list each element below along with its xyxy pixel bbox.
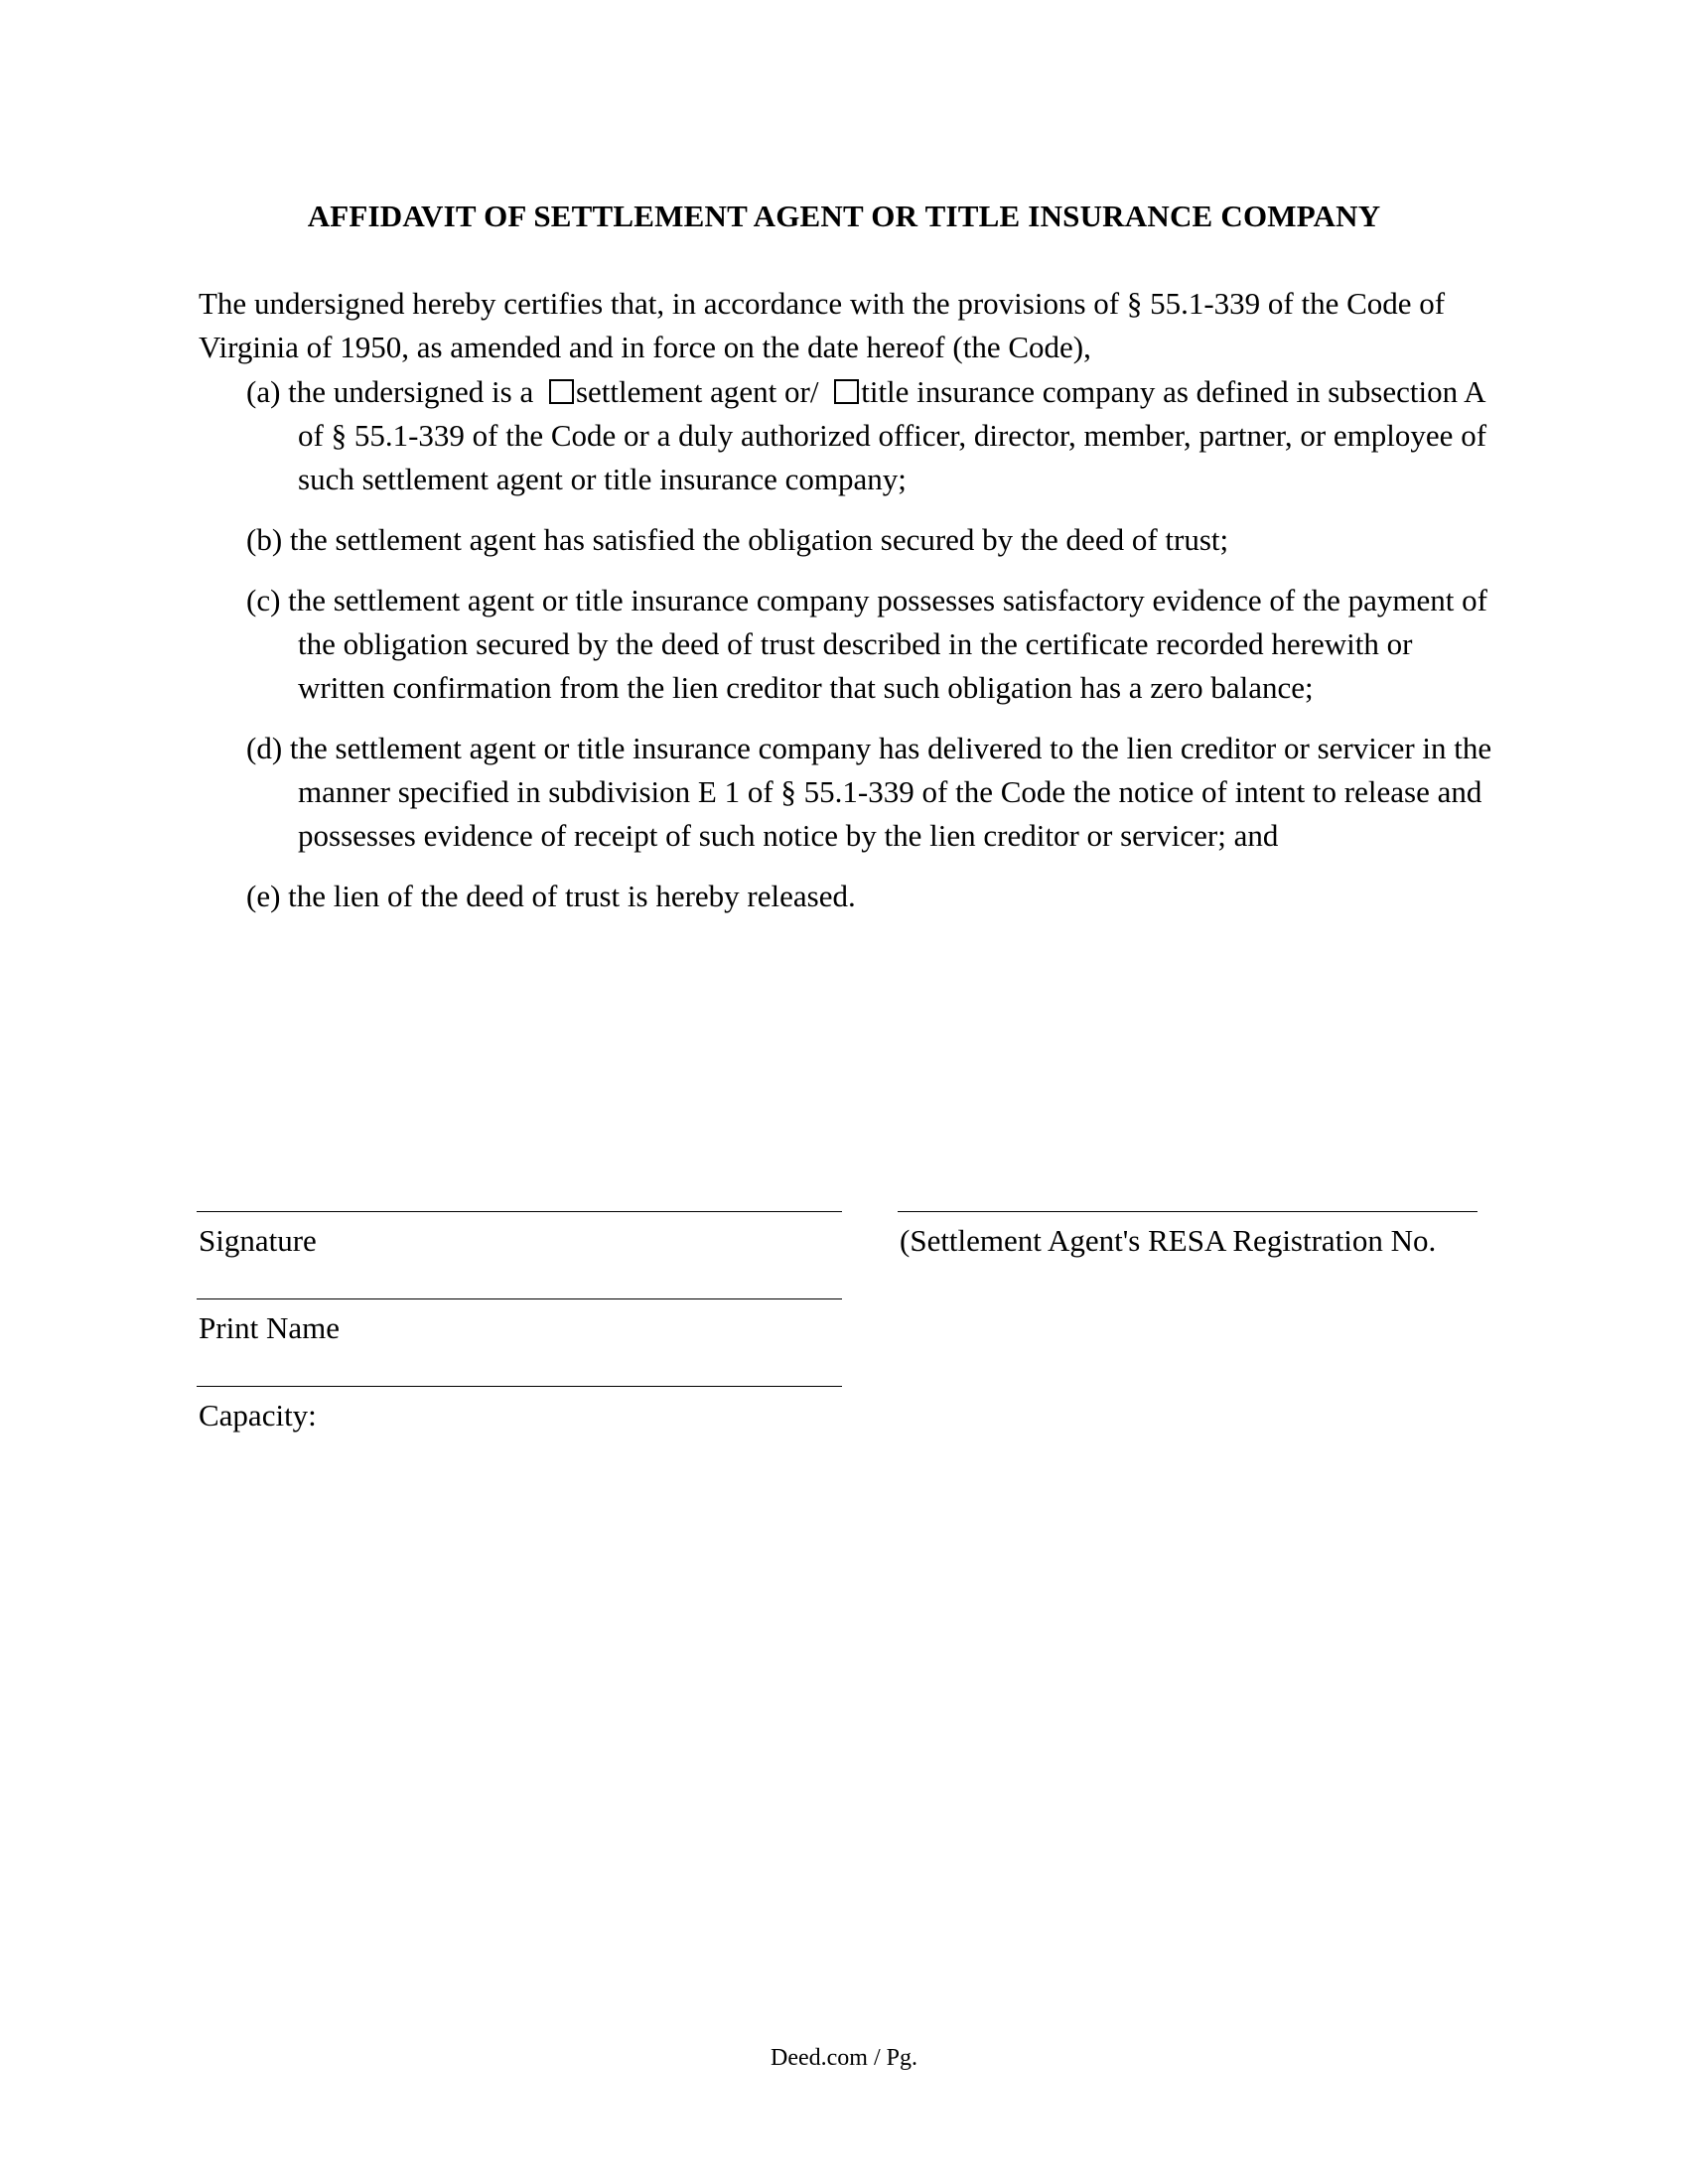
item-a-prefix: (a) the undersigned is a bbox=[246, 374, 541, 409]
intro-paragraph: The undersigned hereby certifies that, in accordance with the provisions of § 55.1-339 of the Code of Virginia of 1950, as amended and in force on the date hereof (the Code), bbox=[199, 286, 1446, 364]
resa-registration-label: (Settlement Agent's RESA Registration No. bbox=[900, 1223, 1437, 1258]
list-item-b: (b) the settlement agent has satisfied the obligation secured by the deed of trust; bbox=[246, 522, 1229, 557]
resa-registration-line[interactable] bbox=[898, 1211, 1477, 1212]
list-item-e: (e) the lien of the deed of trust is hereby released. bbox=[246, 879, 856, 913]
item-a-option2: title insurance company as defined in subsection A of § 55.1-339 of the Code or a duly authorized officer, director, member, partner, or employee of such settlement agent or title insurance company; bbox=[298, 374, 1487, 496]
title-insurance-checkbox[interactable] bbox=[834, 379, 859, 404]
document-title: AFFIDAVIT OF SETTLEMENT AGENT OR TITLE INSURANCE COMPANY bbox=[307, 199, 1381, 233]
certification-list bbox=[246, 370, 1497, 935]
capacity-line[interactable] bbox=[197, 1386, 842, 1387]
print-name-label: Print Name bbox=[199, 1310, 341, 1345]
list-item-a bbox=[246, 370, 1497, 501]
list-item-d: (d) the settlement agent or title insurance company has delivered to the lien creditor or servicer in the manner specified in subdivision E 1 of § 55.1-339 of the Code the notice of intent to release and possesses evidence of receipt of such notice by the lien creditor or servicer; and bbox=[246, 731, 1492, 853]
list-item-c: (c) the settlement agent or title insurance company possesses satisfactory evidence of the payment of the obligation secured by the deed of trust described in the certificate recorded herewith or written confirmation from the lien creditor that such obligation has a zero balance; bbox=[246, 583, 1487, 705]
signature-label: Signature bbox=[199, 1223, 317, 1258]
print-name-line[interactable] bbox=[197, 1298, 842, 1299]
settlement-agent-checkbox[interactable] bbox=[549, 379, 574, 404]
signature-line[interactable] bbox=[197, 1211, 842, 1212]
capacity-label: Capacity: bbox=[199, 1398, 317, 1433]
item-a-option1: settlement agent or/ bbox=[575, 374, 827, 409]
page-footer: Deed.com / Pg. bbox=[771, 2045, 917, 2071]
